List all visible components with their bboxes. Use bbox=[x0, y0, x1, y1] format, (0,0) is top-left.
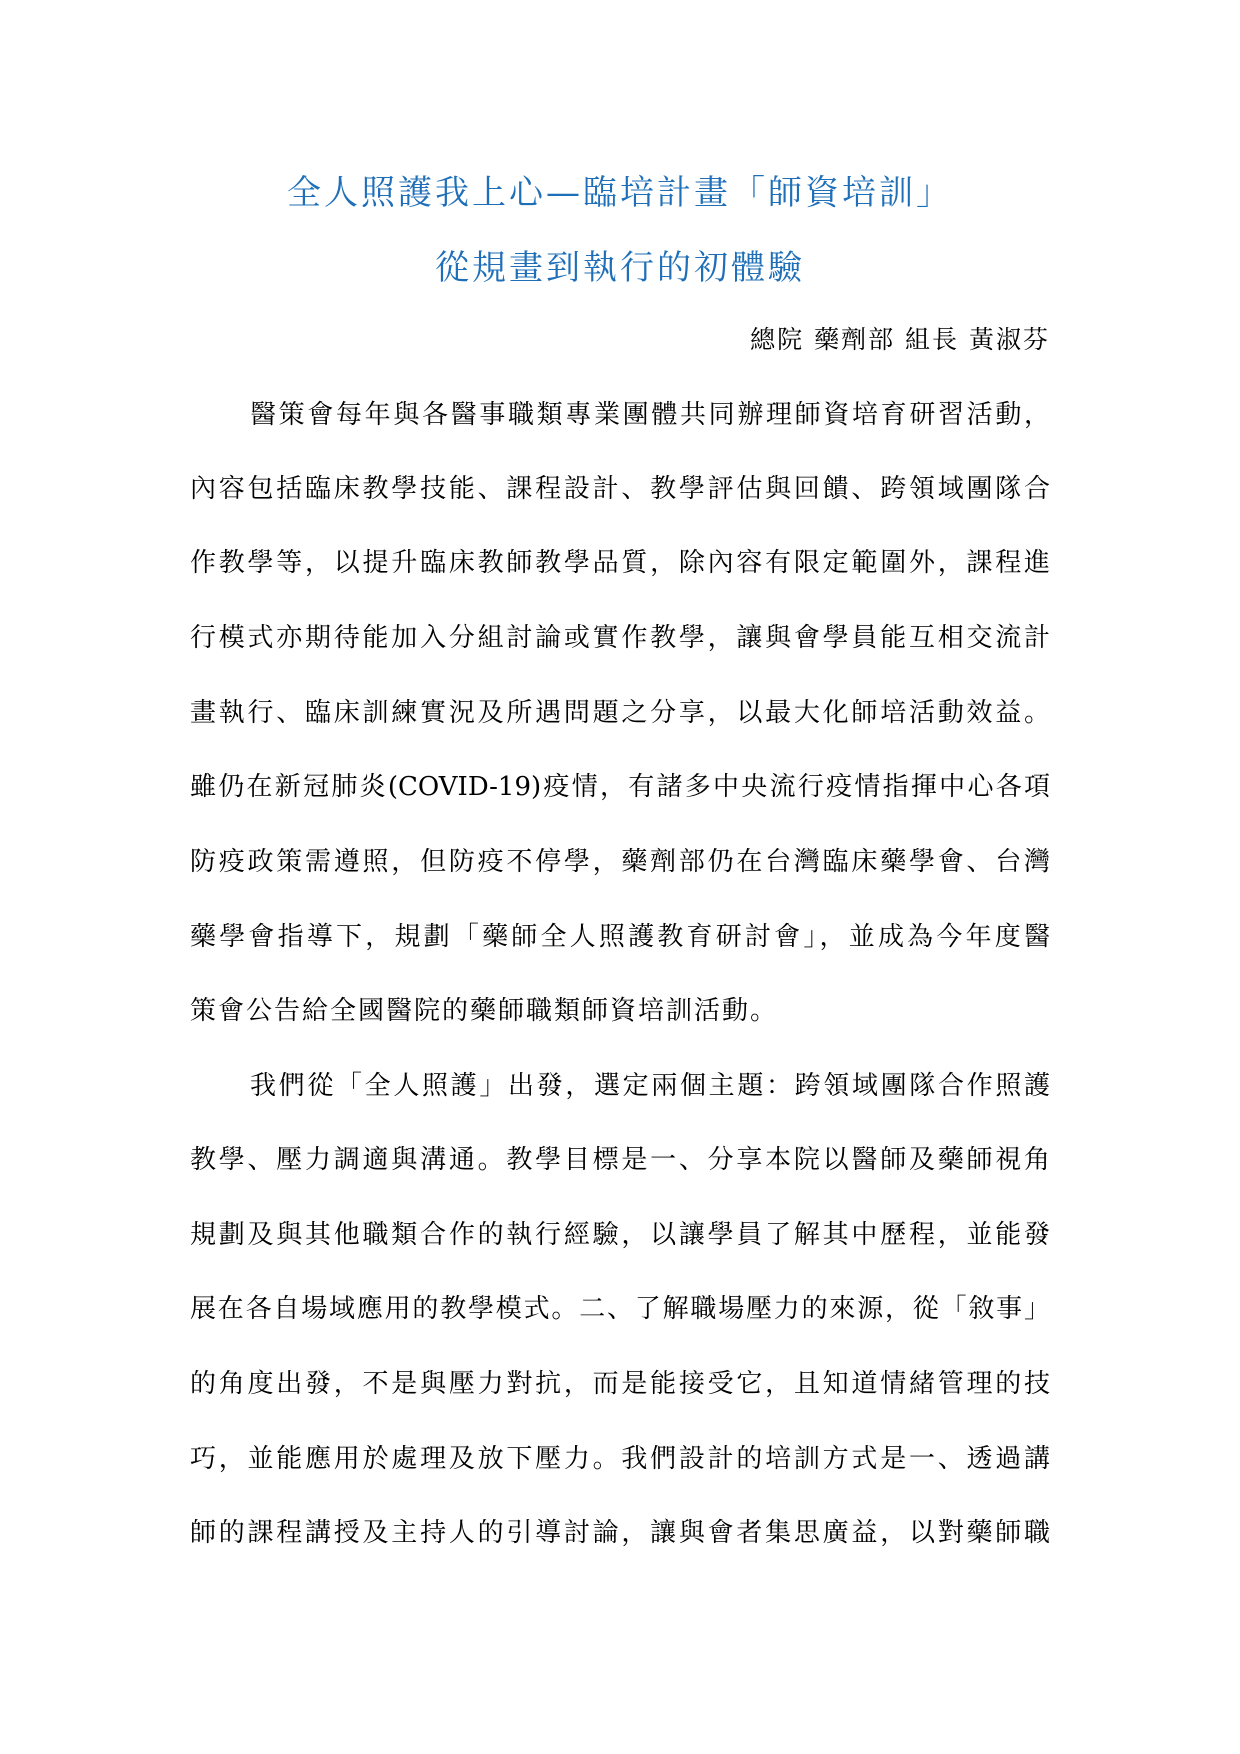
author-line: 總院 藥劑部 組長 黃淑芬 bbox=[750, 325, 1050, 354]
paragraph-1-line: 畫執行、臨床訓練實況及所遇問題之分享，以最大化師培活動效益。 bbox=[190, 698, 1050, 728]
paragraph-2-line: 師的課程講授及主持人的引導討論，讓與會者集思廣益，以對藥師職 bbox=[190, 1518, 1050, 1548]
paragraph-1-line: 策會公告給全國醫院的藥師職類師資培訓活動。 bbox=[190, 996, 779, 1026]
title-line-1: 全人照護我上心—臨培計畫「師資培訓」 bbox=[287, 173, 953, 213]
paragraph-1-line: 雖仍在新冠肺炎(COVID-19)疫情，有諸多中央流行疫情指揮中心各項 bbox=[190, 772, 1050, 802]
paragraph-2-line: 的角度出發，不是與壓力對抗，而是能接受它，且知道情緒管理的技 bbox=[190, 1369, 1050, 1399]
paragraph-1-line: 藥學會指導下，規劃「藥師全人照護教育研討會」，並成為今年度醫 bbox=[190, 922, 1050, 952]
paragraph-1-line: 作教學等，以提升臨床教師教學品質，除內容有限定範圍外，課程進 bbox=[190, 548, 1050, 578]
paragraph-1-line: 防疫政策需遵照，但防疫不停學，藥劑部仍在台灣臨床藥學會、台灣 bbox=[190, 847, 1050, 877]
paragraph-2-line: 我們從「全人照護」出發，選定兩個主題：跨領域團隊合作照護 bbox=[250, 1071, 1050, 1101]
paragraph-2-line: 展在各自場域應用的教學模式。二、了解職場壓力的來源，從「敘事」 bbox=[190, 1294, 1050, 1324]
paragraph-2-line: 教學、壓力調適與溝通。教學目標是一、分享本院以醫師及藥師視角 bbox=[190, 1145, 1050, 1175]
title-line-2: 從規畫到執行的初體驗 bbox=[435, 248, 805, 288]
paragraph-1-line: 內容包括臨床教學技能、課程設計、教學評估與回饋、跨領域團隊合 bbox=[190, 474, 1050, 504]
paragraph-1-line: 醫策會每年與各醫事職類專業團體共同辦理師資培育研習活動， bbox=[250, 400, 1050, 430]
paragraph-1-line: 行模式亦期待能加入分組討論或實作教學，讓與會學員能互相交流計 bbox=[190, 623, 1050, 653]
paragraph-2-line: 巧，並能應用於處理及放下壓力。我們設計的培訓方式是一、透過講 bbox=[190, 1444, 1050, 1474]
paragraph-2-line: 規劃及與其他職類合作的執行經驗，以讓學員了解其中歷程，並能發 bbox=[190, 1220, 1050, 1250]
